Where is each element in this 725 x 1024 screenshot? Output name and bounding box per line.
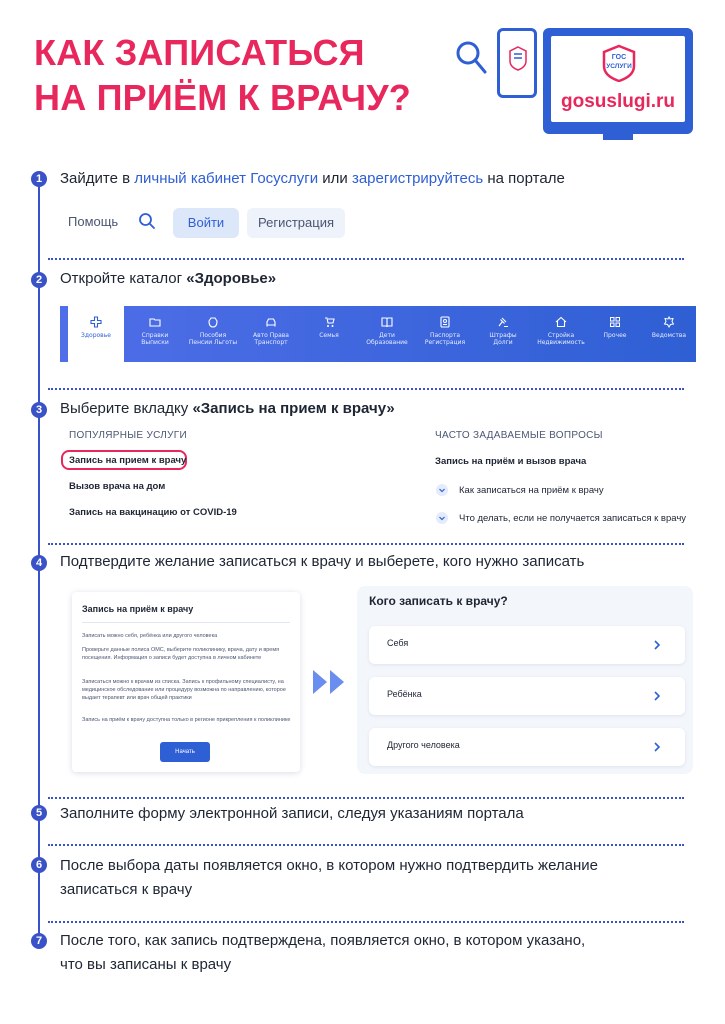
card-paragraph: Записаться можно к врачам из списка. Запись к профильному специалисту, на медицинское обследование или процедуру возможна по направлению, которое выдает терапевт или врач общей практики [82,679,286,701]
divider [48,797,684,799]
gavel-icon [497,316,509,328]
catalog-bar [60,306,696,362]
phone-illustration [497,28,537,98]
divider [48,921,684,923]
double-arrow-icon [312,668,346,696]
step-6-text-line-2: записаться к врачу [60,881,193,898]
step-number-2: 2 [31,272,47,288]
stroller-icon [323,316,335,328]
service-home-visit-link[interactable]: Вызов врача на дом [69,481,166,492]
page-title-line-2: НА ПРИЁМ К ВРАЧУ? [34,77,411,118]
grid-icon [609,316,621,328]
faq-heading: ЧАСТО ЗАДАВАЕМЫЕ ВОПРОСЫ [435,430,603,441]
plus-icon [90,316,102,328]
catalog-item-other[interactable]: Прочее [590,306,640,362]
divider [48,844,684,846]
personal-account-link[interactable]: личный кабинет Госуслуги [134,170,319,187]
step-7-text-line-1: После того, как запись подтверждена, появляется окно, в котором указано, [60,932,586,949]
step-number-6: 6 [31,857,47,873]
step-4-text: Подтвердите желание записаться к врачу и выберете, кого нужно записать [60,553,585,570]
catalog-item-family[interactable]: Семья [300,306,358,362]
option-child[interactable]: Ребёнка [369,677,685,715]
step-3-text: Выберите вкладку «Запись на прием к врачу» [60,400,395,417]
monitor-illustration [543,28,693,134]
chevron-down-icon[interactable] [436,484,448,496]
step-number-7: 7 [31,933,47,949]
service-appointment-link[interactable]: Запись на прием к врачу [69,455,187,466]
magnifier-icon [455,40,487,88]
card-paragraph: Проверьте данные полиса ОМС, выберите поликлинику, врача, дату и время посещения. Информация о записи будет доступна в личном кабинете [82,647,280,661]
logo-text-bottom: УСЛУГИ [606,63,632,70]
step-5-text: Заполните форму электронной записи, следуя указаниям портала [60,805,524,822]
step-number-5: 5 [31,805,47,821]
start-button[interactable]: Начать [160,742,210,762]
passport-icon [439,316,451,328]
page-title-line-1: КАК ЗАПИСАТЬСЯ [34,32,365,73]
catalog-item-fines[interactable]: Штрафы Долги [474,306,532,362]
step-number-3: 3 [31,402,47,418]
card-paragraph: Запись на приём к врачу доступна только в регионе прикрепления к поликлинике [82,717,291,723]
chevron-right-icon [651,741,663,753]
brand-url: gosuslugi.ru [561,91,675,112]
appointment-intro-card [72,592,300,772]
search-icon[interactable] [138,212,156,230]
popular-services-heading: ПОПУЛЯРНЫЕ УСЛУГИ [69,430,188,441]
car-icon [265,316,277,328]
book-icon [381,316,393,328]
option-other-person[interactable]: Другого человека [369,728,685,766]
catalog-item-benefits[interactable]: Пособия Пенсии Льготы [184,306,242,362]
emblem-icon [663,316,675,328]
catalog-item-realty[interactable]: Стройка Недвижимость [532,306,590,362]
option-self[interactable]: Себя [369,626,685,664]
card-title: Кого записать к врачу? [369,594,508,608]
faq-item[interactable]: Как записаться на приём к врачу [459,485,604,496]
register-link[interactable]: зарегистрируйтесь [351,170,484,187]
step-number-1: 1 [31,171,47,187]
card-title: Запись на приём к врачу [82,604,194,614]
login-button[interactable]: Войти [173,208,239,238]
divider [48,258,684,260]
catalog-item-health[interactable]: Здоровье [68,300,124,362]
chevron-right-icon [651,639,663,651]
catalog-item-auto[interactable]: Авто Права Транспорт [242,306,300,362]
service-vaccination-link[interactable]: Запись на вакцинацию от COVID-19 [69,507,237,518]
register-button[interactable]: Регистрация [247,208,345,238]
divider [82,622,290,623]
divider [48,388,684,390]
catalog-item-passports[interactable]: Паспорта Регистрация [416,306,474,362]
step-6-text-line-1: После выбора даты появляется окно, в котором нужно подтвердить желание [60,857,599,874]
gosuslugi-logo-icon [601,44,637,82]
bag-icon [207,316,219,328]
monitor-stand [603,134,633,140]
chevron-right-icon [651,690,663,702]
card-paragraph: Записать можно себя, ребёнка или другого человека [82,633,218,639]
faq-title: Запись на приём и вызов врача [435,456,587,467]
gosuslugi-logo-icon [508,45,528,71]
house-icon [555,316,567,328]
catalog-item-agencies[interactable]: Ведомства [642,306,696,362]
help-link[interactable]: Помощь [68,214,119,229]
step-1-text: Зайдите в личный кабинет Госуслуги или зарегистрируйтесь на портале [60,170,565,187]
step-number-4: 4 [31,555,47,571]
folder-icon [149,316,161,328]
page-title [34,30,411,120]
who-to-book-card [357,586,693,774]
divider [48,543,684,545]
logo-text-top: ГОС [611,54,627,61]
step-7-text-line-2: что вы записаны к врачу [60,956,232,973]
chevron-down-icon[interactable] [436,512,448,524]
catalog-item-education[interactable]: Дети Образование [358,306,416,362]
step-2-text: Откройте каталог «Здоровье» [60,270,277,287]
faq-item[interactable]: Что делать, если не получается записаться к врачу [459,513,687,524]
catalog-item-certificates[interactable]: Справки Выписки [126,306,184,362]
